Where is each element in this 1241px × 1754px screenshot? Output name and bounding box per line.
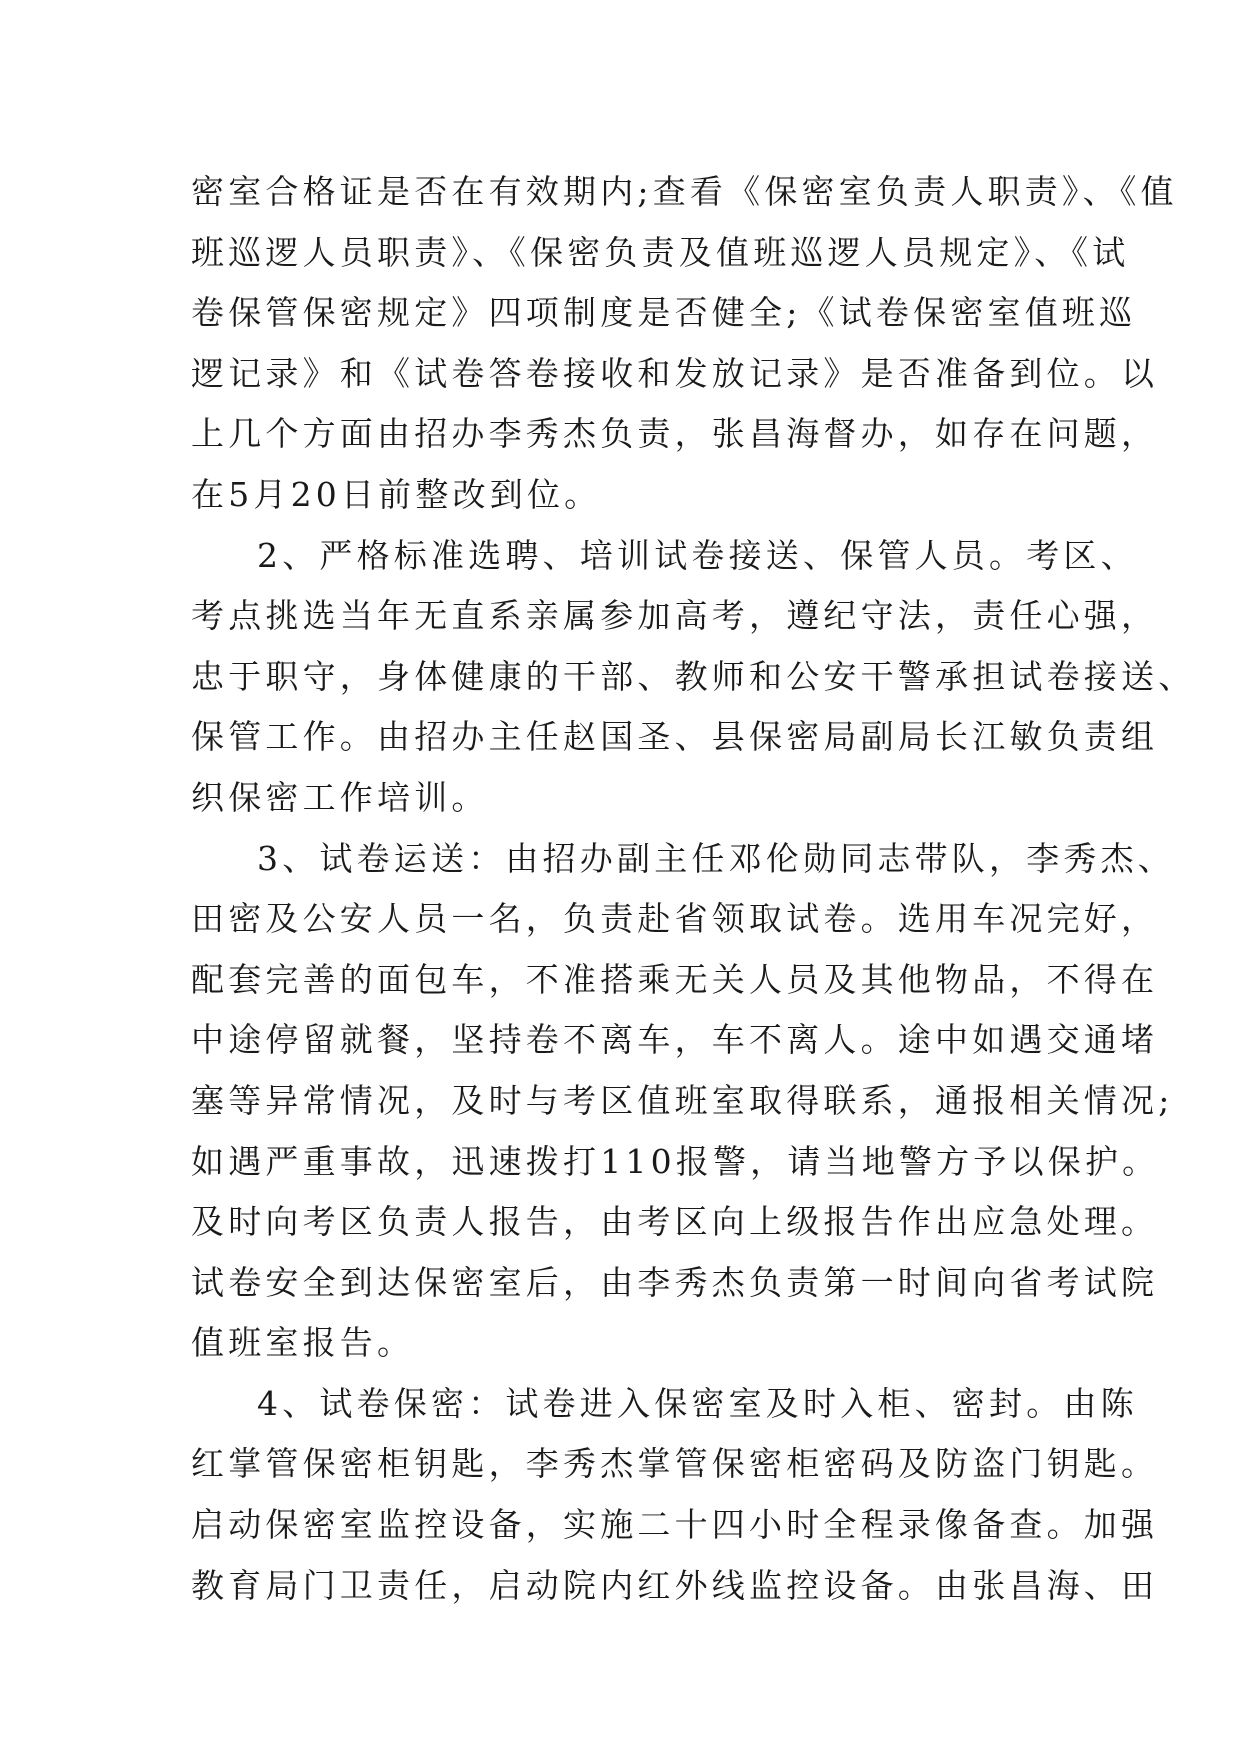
text-line: 考点挑选当年无直系亲属参加高考，遵纪守法，责任心强， [191, 596, 1159, 636]
paragraph-3 [191, 829, 1175, 1374]
text-line: 在5月20日前整改到位。 [191, 474, 602, 514]
text-line: 逻记录》和《试卷答卷接收和发放记录》是否准备到位。以 [191, 353, 1159, 393]
text-line: 3、试卷运送：由招办副主任邓伦勋同志带队，李秀杰、 [257, 838, 1175, 878]
paragraph-4 [191, 1374, 1159, 1616]
text-line: 班巡逻人员职责》、《保密负责及值班巡逻人员规定》、《试 [191, 232, 1130, 272]
text-line: 试卷安全到达保密室后，由李秀杰负责第一时间向省考试院 [191, 1262, 1159, 1302]
text-line: 红掌管保密柜钥匙，李秀杰掌管保密柜密码及防盗门钥匙。 [191, 1444, 1159, 1484]
text-line: 配套完善的面包车，不准搭乘无关人员及其他物品，不得在 [191, 959, 1159, 999]
document-body [191, 162, 1196, 1616]
text-line: 及时向考区负责人报告，由考区向上级报告作出应急处理。 [191, 1202, 1159, 1242]
text-line: 中途停留就餐，坚持卷不离车，车不离人。途中如遇交通堵 [191, 1020, 1159, 1060]
paragraph-1 [191, 162, 1178, 526]
paragraph-2 [191, 526, 1196, 829]
text-line: 启动保密室监控设备，实施二十四小时全程录像备查。加强 [191, 1505, 1159, 1545]
text-line: 2、严格标准选聘、培训试卷接送、保管人员。考区、 [257, 535, 1138, 575]
text-line: 卷保管保密规定》四项制度是否健全;《试卷保密室值班巡 [191, 293, 1137, 333]
text-line: 织保密工作培训。 [191, 777, 489, 817]
text-line: 田密及公安人员一名，负责赴省领取试卷。选用车况完好， [191, 899, 1159, 939]
text-line: 忠于职守，身体健康的干部、教师和公安干警承担试卷接送、 [191, 656, 1196, 696]
text-line: 如遇严重事故，迅速拨打110报警，请当地警方予以保护。 [191, 1141, 1160, 1181]
text-line: 教育局门卫责任，启动院内红外线监控设备。由张昌海、田 [191, 1565, 1159, 1605]
text-line: 值班室报告。 [191, 1323, 415, 1363]
text-line: 塞等异常情况，及时与考区值班室取得联系，通报相关情况; [191, 1080, 1174, 1120]
text-line: 密室合格证是否在有效期内;查看《保密室负责人职责》、《值 [191, 172, 1178, 211]
text-line: 上几个方面由招办李秀杰负责，张昌海督办，如存在问题， [191, 414, 1159, 454]
text-line: 保管工作。由招办主任赵国圣、县保密局副局长江敏负责组 [191, 717, 1159, 757]
text-line: 4、试卷保密：试卷进入保密室及时入柜、密封。由陈 [257, 1383, 1138, 1423]
